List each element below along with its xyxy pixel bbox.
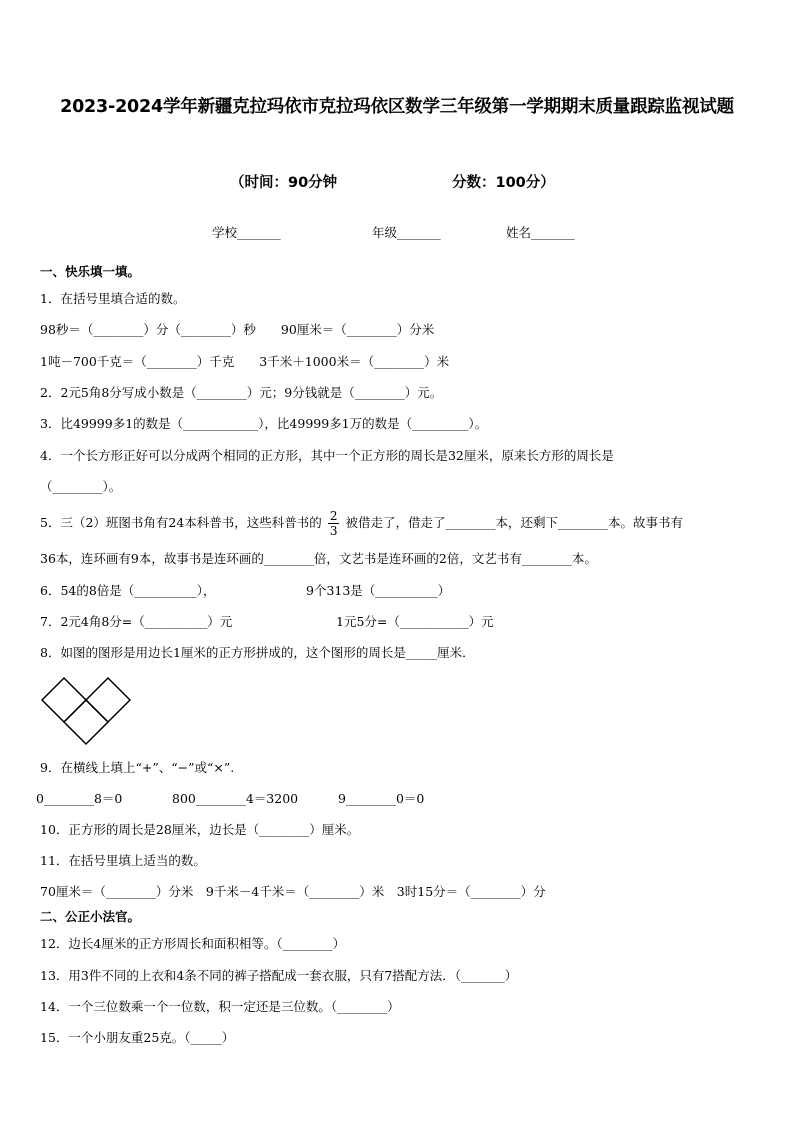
question-4-answer: （________）。	[40, 479, 122, 494]
question-7b: 1元5分=（___________）元	[336, 614, 494, 629]
question-11: 11．在括号里填上适当的数。	[40, 853, 206, 868]
question-11a: 70厘米＝（________）分米 9千米－4千米＝（________）米 3时15分＝（________）分	[40, 884, 546, 899]
square-bottom	[64, 700, 108, 744]
question-1a: 98秒＝（________）分（________）秒 90厘米＝（________）分米	[40, 322, 435, 337]
question-6a: 6．54的8倍是（__________），	[40, 583, 216, 598]
question-5	[40, 506, 764, 540]
question-5-text-a: 5．三（2）班图书角有24本科普书，这些科普书的	[40, 515, 322, 530]
question-13: 13．用3件不同的上衣和4条不同的裤子搭配成一套衣服，只有7搭配方法．（_______）	[40, 968, 518, 983]
question-2: 2．2元5角8分写成小数是（________）元；9分钱就是（________）元。	[40, 385, 443, 400]
exam-meta	[0, 171, 794, 193]
exam-time: （时间：90分钟	[230, 175, 338, 191]
question-4: 4．一个长方形正好可以分成两个相同的正方形，其中一个正方形的周长是32厘米，原来长方形的周长是	[40, 448, 614, 463]
question-5-cont: 36本，连环画有9本，故事书是连环画的________倍，文艺书是连环画的2倍，文艺书有________本。	[40, 551, 597, 566]
student-fields	[0, 223, 794, 243]
question-9b: 800________4＝3200	[172, 791, 299, 806]
question-7	[40, 612, 764, 632]
exam-score: 分数：100分）	[452, 175, 555, 191]
question-10: 10．正方形的周长是28厘米，边长是（________）厘米。	[40, 822, 360, 837]
question-9c: 9________0＝0	[338, 791, 425, 806]
square-right	[86, 678, 130, 722]
question-9a: 0________8＝0	[36, 791, 123, 806]
question-6	[40, 581, 764, 601]
question-7a: 7．2元4角8分=（__________）元	[40, 614, 233, 629]
question-6b: 9个313是（__________）	[306, 583, 451, 598]
question-1: 1．在括号里填合适的数。	[40, 291, 186, 306]
name-field[interactable]: 姓名_______	[506, 225, 575, 240]
question-15: 15．一个小朋友重25克。（_____）	[40, 1030, 235, 1045]
question-14: 14．一个三位数乘一个一位数，积一定还是三位数。（________）	[40, 999, 400, 1014]
question-8: 8．如图的图形是用边长1厘米的正方形拼成的，这个图形的周长是_____厘米．	[40, 645, 475, 660]
fraction-denominator: 3	[329, 524, 338, 538]
squares-figure	[40, 674, 136, 748]
question-5-text-b: 被借走了，借走了________本，还剩下________本。故事书有	[345, 515, 683, 530]
question-12: 12．边长4厘米的正方形周长和面积相等。（________）	[40, 936, 346, 951]
page-title: 2023-2024学年新疆克拉玛依市克拉玛依区数学三年级第一学期期末质量跟踪监视试题	[60, 97, 734, 117]
section-heading-2: 二、公正小法官。	[40, 909, 141, 924]
question-3: 3．比49999多1的数是（____________），比49999多1万的数是（_________）。	[40, 416, 488, 431]
square-left	[42, 678, 86, 722]
fraction-numerator: 2	[329, 509, 338, 523]
grade-field[interactable]: 年级_______	[372, 225, 441, 240]
fraction	[328, 509, 340, 538]
question-1b: 1吨－700千克＝（________）千克 3千米＋1000米＝（________）米	[40, 354, 450, 369]
section-heading-1: 一、快乐填一填。	[40, 264, 141, 279]
question-9: 9．在横线上填上“+”、“−”或“×”.	[40, 760, 235, 775]
school-field[interactable]: 学校_______	[212, 225, 281, 240]
